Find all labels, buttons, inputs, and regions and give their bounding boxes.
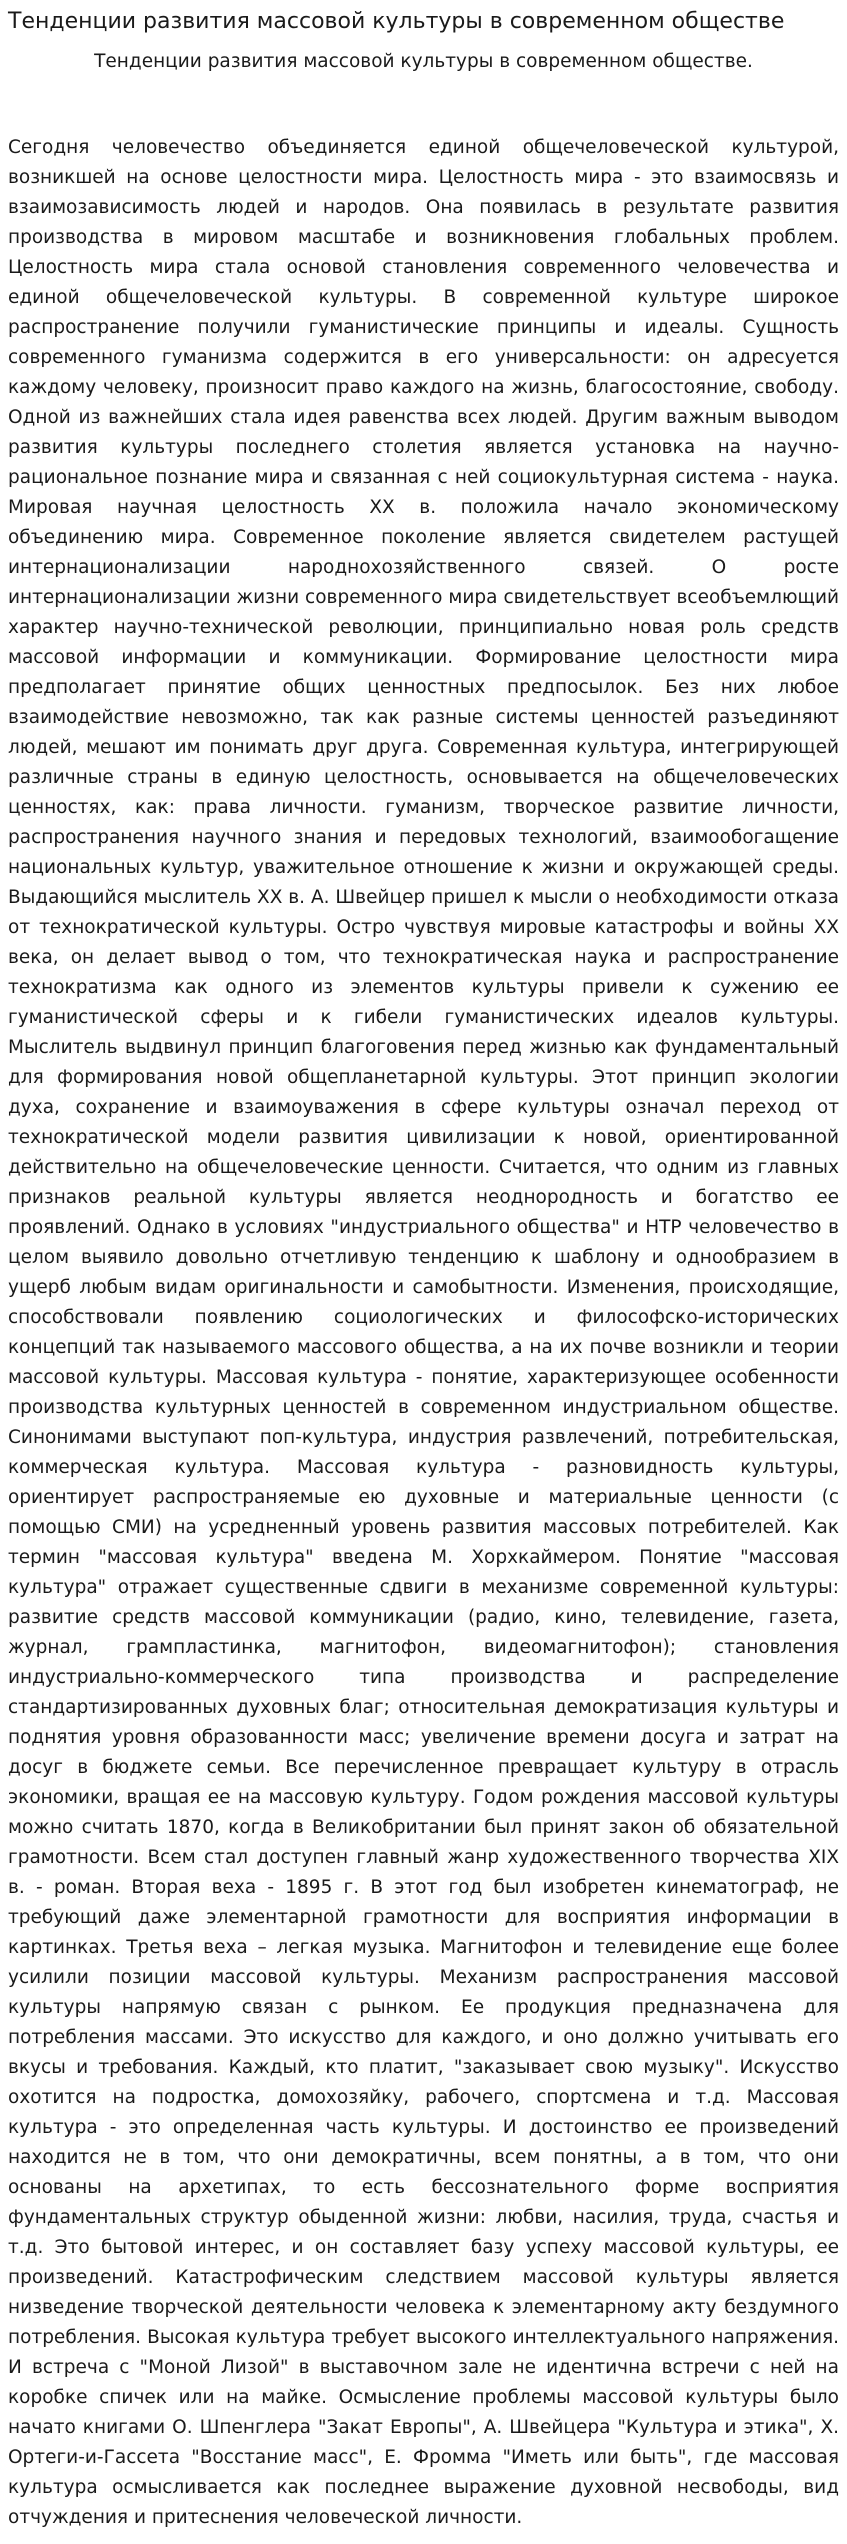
article-subtitle: Тенденции развития массовой культуры в современном обществе.: [94, 51, 753, 72]
page-title: Тенденции развития массовой культуры в современном обществе: [8, 9, 785, 34]
article-body: Сегодня человечество объединяется единой общечеловеческой культурой, возникшей на основе целостности мира. Целостность мира - это взаимосвязь и взаимозависимость людей и народов. Она появилась в результате развития производства в мировом масштабе и возникновения глобальных проблем. Целостность мира стала основой становления современного человечества и единой общечеловеческой культуры. В современной культуре широкое распространение получили гуманистические принципы и идеалы. Сущность современного гуманизма содержится в его универсальности: он адресуется каждому человеку, произносит право каждого на жизнь, благосостояние, свободу. Одной из важнейших стала идея равенства всех людей. Другим важным выводом развития культуры последнего столетия является установка на научно-рациональное познание мира и связанная с ней социокультурная система - наука. Мировая научная целостность XX в. положила начало экономическому объединению мира. Современное поколение является свидетелем растущей интернационализации народнохозяйственного связей. О росте интернационализации жизни современного мира свидетельствует всеобъемлющий характер научно-технической революции, принципиально новая роль средств массовой информации и коммуникации. Формирование целостности мира предполагает принятие общих ценностных предпосылок. Без них любое взаимодействие невозможно, так как разные системы ценностей разъединяют людей, мешают им понимать друг друга. Современная культура, интегрирующей различные страны в единую целостность, основывается на общечеловеческих ценностях, как: права личности. гуманизм, творческое развитие личности, распространения научного знания и передовых технологий, взаимообогащение национальных культур, уважительное отношение к жизни и окружающей среды. Выдающийся мыслитель XX в. А. Швейцер пришел к мысли о необходимости отказа от технократической культуры. Остро чувствуя мировые катастрофы и войны XX века, он делает вывод о том, что технократическая наука и распространение технократизма как одного из элементов культуры привели к сужению ее гуманистической сферы и к гибели гуманистических идеалов культуры. Мыслитель выдвинул принцип благоговения перед жизнью как фундаментальный для формирования новой общепланетарной культуры. Этот принцип экологии духа, сохранение и взаимоуважения в сфере культуры означал переход от технократической модели развития цивилизации к новой, ориентированной действительно на общечеловеческие ценности. Считается, что одним из главных признаков реальной культуры является неоднородность и богатство ее проявлений. Однако в условиях "индустриального общества" и НТР человечество в целом выявило довольно отчетливую тенденцию к шаблону и однообразием в ущерб любым видам оригинальности и самобытности. Изменения, происходящие, способствовали появлению социологических и философско-исторических концепций так называемого массового общества, а на их почве возникли и теории массовой культуры. Массовая культура - понятие, характеризующее особенности производства культурных ценностей в современном индустриальном обществе. Синонимами выступают поп-культура, индустрия развлечений, потребительская, коммерческая культура. Массовая культура - разновидность культуры, ориентирует распространяемые ею духовные и материальные ценности (с помощью СМИ) на усредненный уровень развития массовых потребителей. Как термин "массовая культура" введена М. Хорхкаймером. Понятие "массовая культура" отражает существенные сдвиги в механизме современной культуры: развитие средств массовой коммуникации (радио, кино, телевидение, газета, журнал, грампластинка, магнитофон, видеомагнитофон); становления индустриально-коммерческого типа производства и распределение стандартизированных духовных благ; относительная демократизация культуры и поднятия уровня образованности масс; увеличение времени досуга и затрат на досуг в бюджете семьи. Все перечисленное превращает культуру в отрасль экономики, вращая ее на массовую культуру. Годом рождения массовой культуры можно считать 1870, когда в Великобритании был принят закон об обязательной грамотности. Всем стал доступен главный жанр художественного творчества XIX в. - роман. Вторая веха - 1895 г. В этот год был изобретен кинематограф, не требующий даже элементарной грамотности для восприятия информации в картинках. Третья веха – легкая музыка. Магнитофон и телевидение еще более усилили позиции массовой культуры. Механизм распространения массовой культуры напрямую связан с рынком. Ее продукция предназначена для потребления массами. Это искусство для каждого, и оно должно учитывать его вкусы и требования. Каждый, кто платит, "заказывает свою музыку". Искусство охотится на подростка, домохозяйку, рабочего, спортсмена и т.д. Массовая культура - это определенная часть культуры. И достоинство ее произведений находится не в том, что они демократичны, всем понятны, а в том, что они основаны на архетипах, то есть бессознательного форме восприятия фундаментальных структур обыденной жизни: любви, насилия, труда, счастья и т.д. Это бытовой интерес, и он составляет базу успеху массовой культуры, ее произведений. Катастрофическим следствием массовой культуры является низведение творческой деятельности человека к элементарному акту бездумного потребления. Высокая культура требует высокого интеллектуального напряжения. И встреча с "Моной Лизой" в выставочном зале не идентична встречи с ней на коробке спичек или на майке. Осмысление проблемы массовой культуры было начато книгами О. Шпенглера "Закат Европы", А. Швейцера "Культура и этика", Х. Ортеги-и-Гассета "Восстание масс", Е. Фромма "Иметь или быть", где массовая культура осмысливается как последнее выражение духовной несвободы, вид отчуждения и притеснения человеческой личности.: [8, 137, 839, 2528]
